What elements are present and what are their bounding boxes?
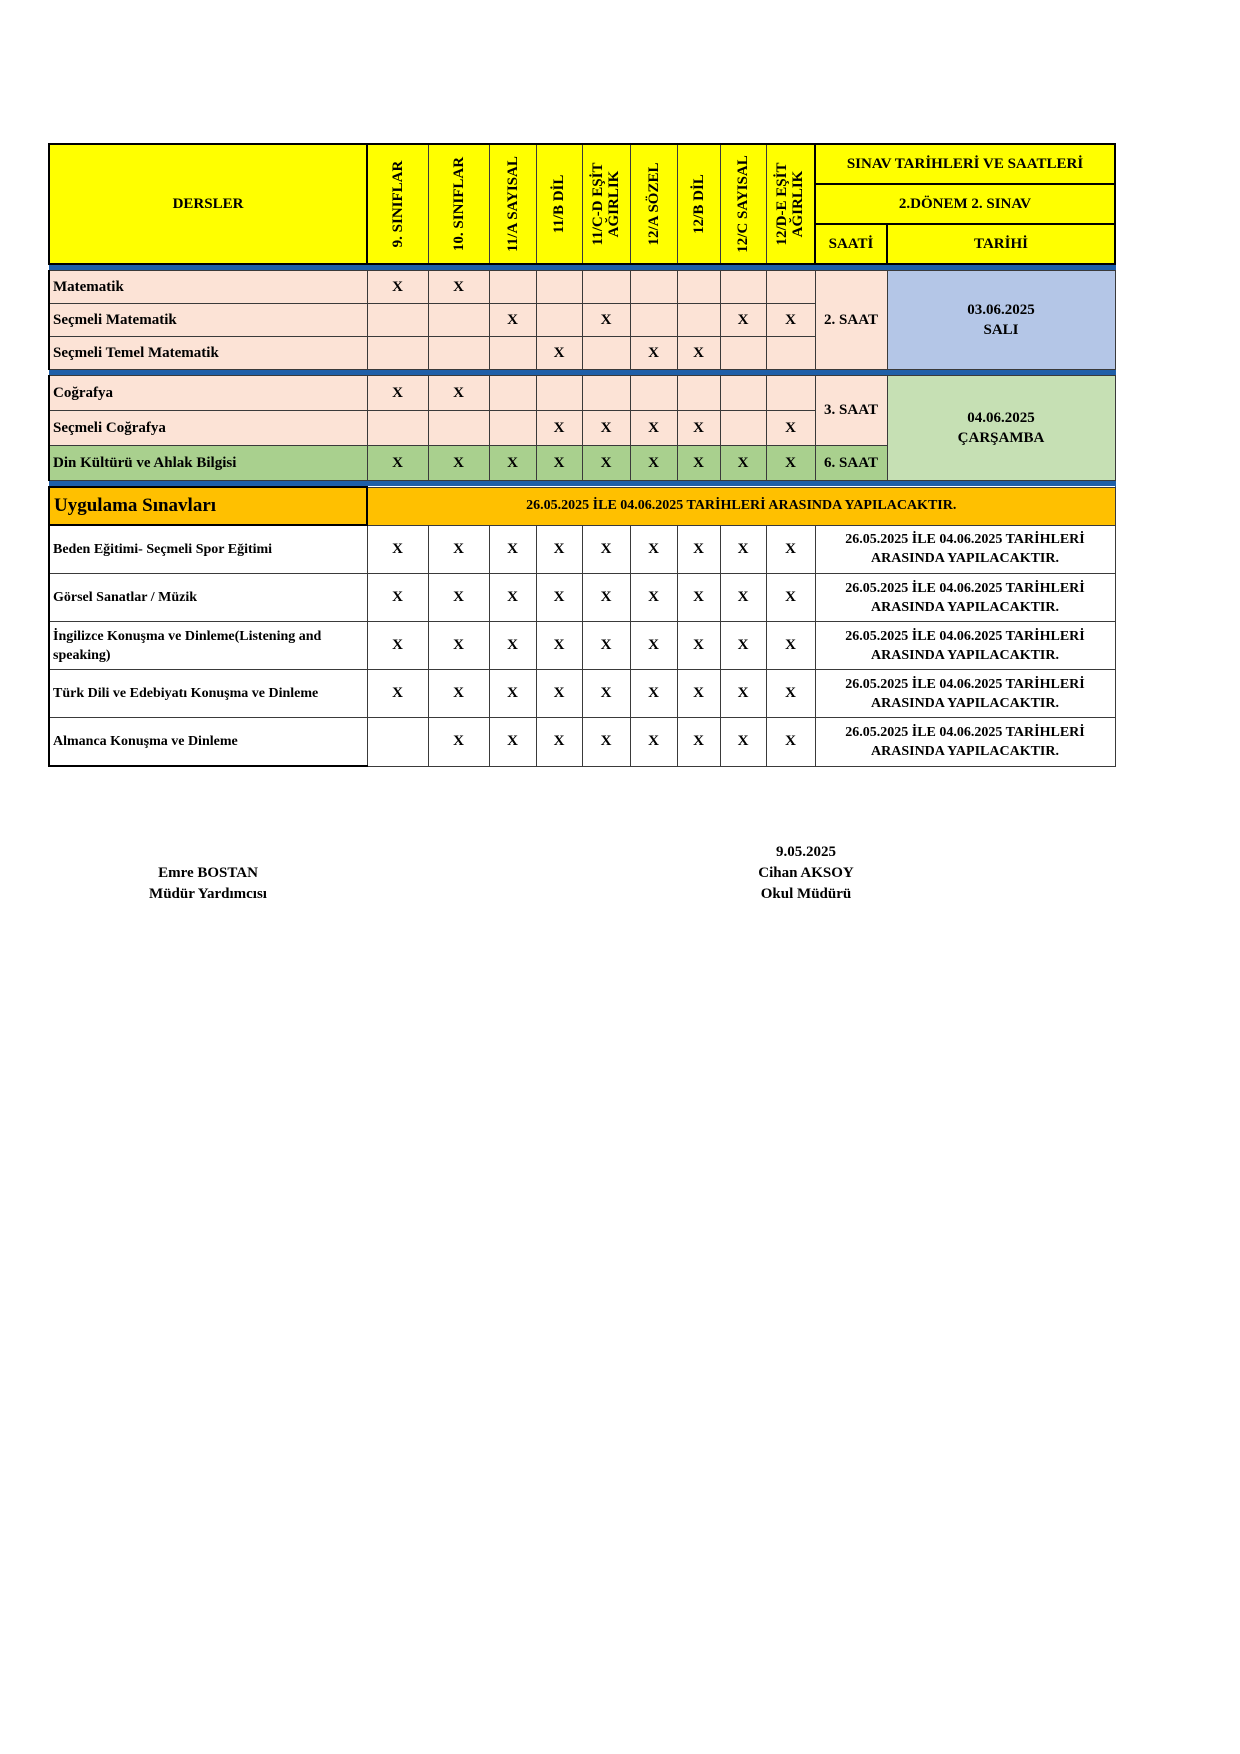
row-mark: X bbox=[677, 718, 720, 767]
practical-note: 26.05.2025 İLE 04.06.2025 TARİHLERİ ARASINDA YAPILACAKTIR. bbox=[367, 487, 1115, 525]
signature-right bbox=[706, 842, 906, 905]
table-row bbox=[49, 525, 1115, 574]
row-mark bbox=[677, 376, 720, 411]
row-subject-name: Seçmeli Temel Matematik bbox=[49, 337, 367, 370]
group2-day: ÇARŞAMBA bbox=[957, 430, 1045, 446]
row-mark: X bbox=[582, 670, 630, 718]
row-mark bbox=[489, 376, 536, 411]
table-row bbox=[49, 718, 1115, 767]
row-mark: X bbox=[536, 670, 582, 718]
row-mark: X bbox=[677, 411, 720, 446]
row-mark: X bbox=[367, 376, 428, 411]
row-mark bbox=[367, 411, 428, 446]
row-mark bbox=[766, 271, 815, 304]
signature-right-role: Okul Müdürü bbox=[760, 886, 852, 902]
row-mark: X bbox=[489, 622, 536, 670]
row-date-note: 26.05.2025 İLE 04.06.2025 TARİHLERİ ARASINDA YAPILACAKTIR. bbox=[815, 574, 1115, 622]
row-subject-name: Seçmeli Matematik bbox=[49, 304, 367, 337]
row-mark: X bbox=[428, 622, 489, 670]
row-mark: X bbox=[428, 574, 489, 622]
row-mark: X bbox=[720, 622, 766, 670]
row-mark: X bbox=[428, 670, 489, 718]
signature-right-name: Cihan AKSOY bbox=[758, 865, 854, 881]
group2-saat-b: 6. SAAT bbox=[815, 446, 887, 481]
row-subject-name: Din Kültürü ve Ahlak Bilgisi bbox=[49, 446, 367, 481]
header-dersler: DERSLER bbox=[49, 144, 367, 264]
row-mark bbox=[720, 271, 766, 304]
row-mark: X bbox=[582, 446, 630, 481]
row-mark: X bbox=[428, 271, 489, 304]
row-mark: X bbox=[766, 304, 815, 337]
col-header-11a: 11/A SAYISAL bbox=[489, 144, 536, 264]
row-mark: X bbox=[582, 622, 630, 670]
row-subject-name: Beden Eğitimi- Seçmeli Spor Eğitimi bbox=[49, 525, 367, 574]
row-mark: X bbox=[677, 525, 720, 574]
table-row bbox=[49, 271, 1115, 304]
row-subject-name: Coğrafya bbox=[49, 376, 367, 411]
row-mark bbox=[367, 304, 428, 337]
row-date-note: 26.05.2025 İLE 04.06.2025 TARİHLERİ ARASINDA YAPILACAKTIR. bbox=[815, 718, 1115, 767]
row-mark: X bbox=[630, 574, 677, 622]
exam-schedule-table bbox=[48, 143, 1116, 767]
row-mark bbox=[630, 271, 677, 304]
row-mark: X bbox=[536, 718, 582, 767]
row-mark: X bbox=[630, 337, 677, 370]
signature-left-role: Müdür Yardımcısı bbox=[149, 886, 267, 902]
table-row bbox=[49, 574, 1115, 622]
row-mark: X bbox=[489, 670, 536, 718]
header-subtitle: 2.DÖNEM 2. SINAV bbox=[815, 184, 1115, 224]
row-mark: X bbox=[677, 574, 720, 622]
col-header-12de: 12/D-E EŞİT AĞIRLIK bbox=[766, 144, 815, 264]
row-mark: X bbox=[536, 574, 582, 622]
row-mark bbox=[582, 376, 630, 411]
row-mark bbox=[428, 411, 489, 446]
row-mark: X bbox=[489, 574, 536, 622]
row-mark: X bbox=[766, 718, 815, 767]
table-row bbox=[49, 670, 1115, 718]
row-mark: X bbox=[536, 622, 582, 670]
row-mark bbox=[720, 411, 766, 446]
row-mark: X bbox=[720, 446, 766, 481]
row-mark: X bbox=[766, 622, 815, 670]
row-mark: X bbox=[367, 271, 428, 304]
group2-date: 04.06.2025 bbox=[967, 410, 1035, 426]
row-mark: X bbox=[536, 446, 582, 481]
row-mark bbox=[489, 337, 536, 370]
row-mark: X bbox=[582, 525, 630, 574]
row-mark: X bbox=[766, 525, 815, 574]
row-mark: X bbox=[630, 718, 677, 767]
row-mark: X bbox=[582, 304, 630, 337]
row-mark: X bbox=[630, 525, 677, 574]
col-header-9: 9. SINIFLAR bbox=[367, 144, 428, 264]
row-mark: X bbox=[582, 574, 630, 622]
row-mark: X bbox=[428, 525, 489, 574]
row-mark bbox=[766, 337, 815, 370]
row-mark: X bbox=[766, 670, 815, 718]
header-saati: SAATİ bbox=[815, 224, 887, 264]
row-mark: X bbox=[367, 574, 428, 622]
table-row bbox=[49, 622, 1115, 670]
row-mark bbox=[720, 376, 766, 411]
row-mark bbox=[677, 304, 720, 337]
group1-saat: 2. SAAT bbox=[815, 271, 887, 370]
row-mark: X bbox=[766, 411, 815, 446]
header-title: SINAV TARİHLERİ VE SAATLERİ bbox=[815, 144, 1115, 184]
row-date-note: 26.05.2025 İLE 04.06.2025 TARİHLERİ ARASINDA YAPILACAKTIR. bbox=[815, 622, 1115, 670]
row-mark: X bbox=[428, 718, 489, 767]
row-mark bbox=[630, 376, 677, 411]
row-subject-name: Matematik bbox=[49, 271, 367, 304]
row-mark bbox=[367, 337, 428, 370]
row-mark bbox=[489, 271, 536, 304]
row-mark: X bbox=[720, 718, 766, 767]
row-mark: X bbox=[766, 446, 815, 481]
group1-day: SALI bbox=[983, 322, 1019, 338]
row-mark bbox=[720, 337, 766, 370]
row-mark bbox=[428, 304, 489, 337]
row-mark: X bbox=[536, 337, 582, 370]
row-mark: X bbox=[630, 411, 677, 446]
row-mark: X bbox=[720, 574, 766, 622]
practical-title: Uygulama Sınavları bbox=[49, 487, 367, 525]
row-mark: X bbox=[536, 411, 582, 446]
row-subject-name: İngilizce Konuşma ve Dinleme(Listening and speaking) bbox=[49, 622, 367, 670]
row-mark bbox=[677, 271, 720, 304]
row-mark bbox=[766, 376, 815, 411]
row-mark bbox=[489, 411, 536, 446]
group1-date: 03.06.2025 bbox=[967, 302, 1035, 318]
header-tarihi: TARİHİ bbox=[887, 224, 1115, 264]
row-mark bbox=[630, 304, 677, 337]
row-mark bbox=[536, 304, 582, 337]
row-mark: X bbox=[720, 670, 766, 718]
row-date-note: 26.05.2025 İLE 04.06.2025 TARİHLERİ ARASINDA YAPILACAKTIR. bbox=[815, 525, 1115, 574]
row-mark: X bbox=[367, 525, 428, 574]
row-mark: X bbox=[489, 304, 536, 337]
row-mark: X bbox=[677, 337, 720, 370]
row-subject-name: Seçmeli Coğrafya bbox=[49, 411, 367, 446]
row-mark: X bbox=[489, 525, 536, 574]
row-mark: X bbox=[367, 622, 428, 670]
row-mark: X bbox=[630, 670, 677, 718]
practical-header-row bbox=[49, 487, 1115, 525]
row-mark bbox=[367, 718, 428, 767]
row-mark: X bbox=[677, 670, 720, 718]
row-mark bbox=[582, 337, 630, 370]
signature-left bbox=[108, 863, 308, 905]
row-mark: X bbox=[367, 670, 428, 718]
row-mark: X bbox=[677, 446, 720, 481]
row-subject-name: Görsel Sanatlar / Müzik bbox=[49, 574, 367, 622]
signature-left-name: Emre BOSTAN bbox=[158, 865, 258, 881]
col-header-12a: 12/A SÖZEL bbox=[630, 144, 677, 264]
row-mark: X bbox=[582, 411, 630, 446]
group2-saat-a: 3. SAAT bbox=[815, 376, 887, 446]
row-mark: X bbox=[677, 622, 720, 670]
col-header-11cd: 11/C-D EŞİT AĞIRLIK bbox=[582, 144, 630, 264]
row-date-note: 26.05.2025 İLE 04.06.2025 TARİHLERİ ARASINDA YAPILACAKTIR. bbox=[815, 670, 1115, 718]
col-header-12c: 12/C SAYISAL bbox=[720, 144, 766, 264]
col-header-12b: 12/B DİL bbox=[677, 144, 720, 264]
col-header-10: 10. SINIFLAR bbox=[428, 144, 489, 264]
row-mark: X bbox=[489, 446, 536, 481]
row-mark bbox=[582, 271, 630, 304]
row-mark bbox=[428, 337, 489, 370]
table-row bbox=[49, 376, 1115, 411]
row-mark: X bbox=[766, 574, 815, 622]
group1-date-cell bbox=[887, 271, 1115, 370]
row-mark: X bbox=[428, 376, 489, 411]
row-mark: X bbox=[367, 446, 428, 481]
row-mark: X bbox=[720, 525, 766, 574]
row-mark: X bbox=[630, 622, 677, 670]
row-mark: X bbox=[428, 446, 489, 481]
row-mark bbox=[536, 271, 582, 304]
exam-schedule-sheet bbox=[48, 143, 1114, 767]
signature-right-date: 9.05.2025 bbox=[776, 844, 836, 860]
col-header-11b: 11/B DİL bbox=[536, 144, 582, 264]
row-mark: X bbox=[536, 525, 582, 574]
row-mark: X bbox=[630, 446, 677, 481]
row-subject-name: Almanca Konuşma ve Dinleme bbox=[49, 718, 367, 767]
row-mark: X bbox=[720, 304, 766, 337]
row-subject-name: Türk Dili ve Edebiyatı Konuşma ve Dinleme bbox=[49, 670, 367, 718]
group2-date-cell bbox=[887, 376, 1115, 481]
row-mark bbox=[536, 376, 582, 411]
row-mark: X bbox=[582, 718, 630, 767]
row-mark: X bbox=[489, 718, 536, 767]
